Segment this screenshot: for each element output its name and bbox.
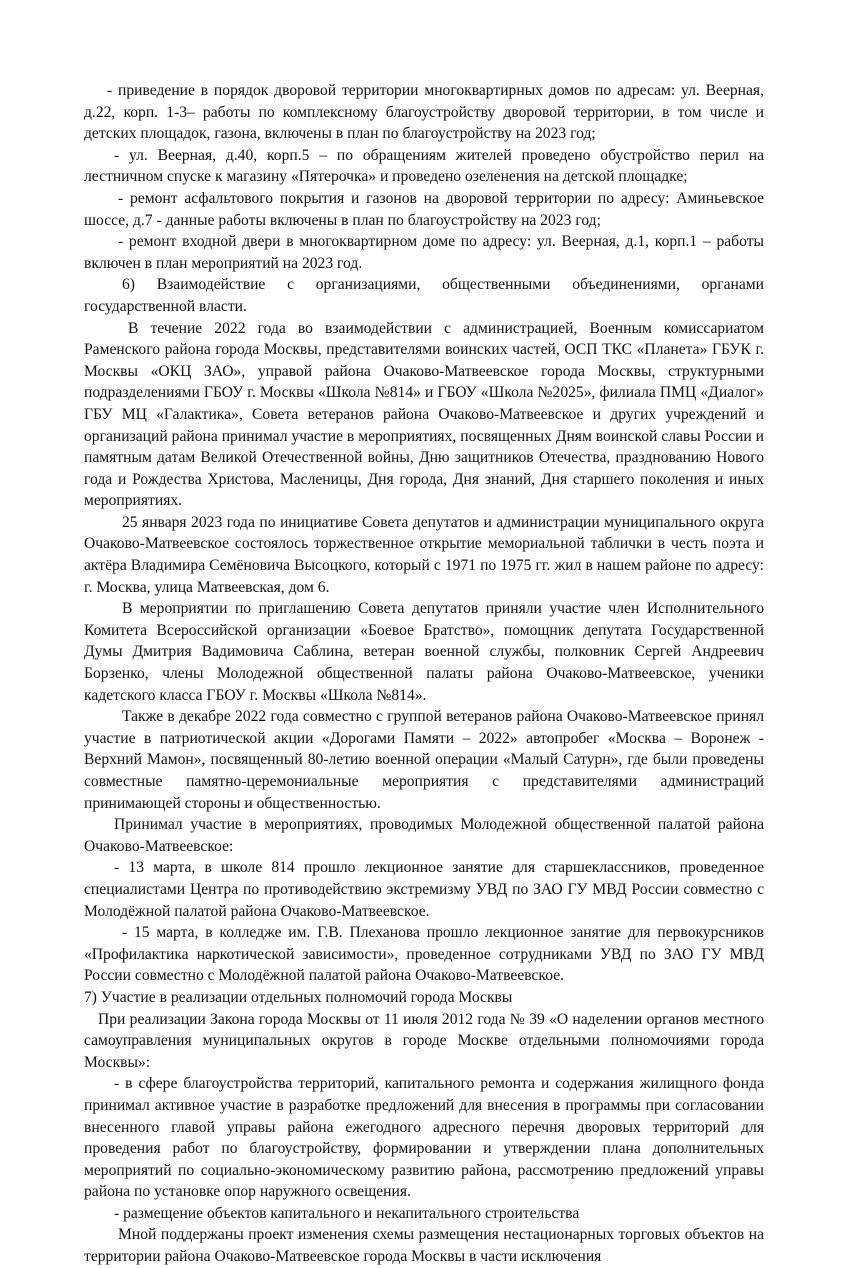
- document-body: [84, 80, 764, 1268]
- paragraph-landscaping-housing: - в сфере благоустройства территорий, капитального ремонта и содержания жилищного фонда принимал активное участие в разработке предложений для внесения в программы при согласовании внесенного главой управы района ежегодного адресного перечня дворовых территорий для проведения работ по благоустройству, формировании и утверждении плана дополнительных мероприятий по социально-экономическому развитию района, рассмотрению предложений управы района по установке опор наружного освещения.: [84, 1075, 764, 1201]
- paragraph-entrance-door-repair: - ремонт входной двери в многоквартирном доме по адресу: ул. Веерная, д.1, корп.1 – работы включен в план мероприятий на 2023 год.: [84, 233, 764, 272]
- paragraph-youth-chamber-events: Принимал участие в мероприятиях, проводимых Молодежной общественной палатой района Очаково-Матвеевское:: [84, 816, 764, 855]
- paragraph-yard-improvement-veernaya-22: - приведение в порядок дворовой территории многоквартирных домов по адресам: ул. Веерная, д.22, корп. 1-3– работы по комплексному благоустройству дворовой территории, в том числе и детских площадок, газона, включены в план по благоустройству на 2023 год;: [84, 82, 764, 143]
- paragraph-march-13-lecture: - 13 марта, в школе 814 прошло лекционное занятие для старшеклассников, проведенное специалистами Центра по противодействию экстремизму УВД по ЗАО ГУ МВД России совместно с Молодёжной палатой района Очаково-Матвеевское.: [84, 859, 764, 920]
- paragraph-vysotsky-plaque: 25 января 2023 года по инициативе Совета депутатов и администрации муниципального округа Очаково-Матвеевское состоялось торжественное открытие мемориальной таблички в честь поэта и актёра Владимира Семёновича Высоцкого, который с 1971 по 1975 гг. жил в нашем районе по адресу: г. Москва, улица Матвеевская, дом 6.: [84, 513, 764, 596]
- paragraph-moscow-law-39: При реализации Закона города Москвы от 11 июля 2012 года № 39 «О наделении органов местного самоуправления муниципальных округов в городе Москве отдельными полномочиями города Москвы»:: [84, 1010, 764, 1071]
- paragraph-veernaya-40-railings: - ул. Веерная, д.40, корп.5 – по обращениям жителей проведено обустройство перил на лестничном спуске к магазину «Пятерочка» и проведено озеленения на детской площадке;: [84, 146, 764, 186]
- section-heading-7-powers: 7) Участие в реализации отдельных полномочий города Москвы: [84, 988, 513, 1006]
- section-heading-6-interaction: 6) Взаимодействие с организациями, общественными объединениями, органами государственной власти.: [84, 276, 764, 315]
- paragraph-event-participants: В мероприятии по приглашению Совета депутатов приняли участие член Исполнительного Комитета Всероссийской организации «Боевое Братство», помощник депутата Государственной Думы Дмитрия Вадимовича Саблина, ветеран военной службы, полковник Сергей Андреевич Борзенко, члены Молодежной общественной палаты района Очаково-Матвеевское, ученики кадетского класса ГБОУ г. Москвы «Школа №814».: [84, 600, 764, 704]
- paragraph-march-15-lecture: - 15 марта, в колледже им. Г.В. Плеханова прошло лекционное занятие для первокурсников «Профилактика наркотической зависимости», проведенное сотрудниками УВД по ЗАО ГУ МВД России совместно с Молодёжной палатой района Очаково-Матвеевское.: [84, 924, 764, 985]
- paragraph-asphalt-repair-aminyevskoe: - ремонт асфальтового покрытия и газонов на дворовой территории по адресу: Аминьевское шоссе, д.7 - данные работы включены в план по благоустройству на 2023 год;: [84, 189, 764, 229]
- paragraph-road-of-memory-2022: Также в декабре 2022 года совместно с группой ветеранов района Очаково-Матвеевское принял участие в патриотической акции «Дорогами Памяти – 2022» автопробег «Москва – Воронеж - Верхний Мамон», посвященный 80-летию военной операции «Малый Сатурн», где были проведены совместные памятно-церемониальные мероприятия с представителями администраций принимающей стороны и общественностью.: [84, 708, 764, 812]
- paragraph-construction-placement: - размещение объектов капитального и некапитального строительства: [114, 1204, 580, 1222]
- paragraph-trade-objects-scheme: Мной поддержаны проект изменения схемы размещения нестационарных торговых объектов на территории района Очаково-Матвеевское города Москвы в части исключения: [84, 1226, 764, 1266]
- paragraph-interaction-2022: В течение 2022 года во взаимодействии с администрацией, Военным комиссариатом Раменского района города Москвы, представителями воинских частей, ОСП ТКС «Планета» ГБУК г. Москвы «ОКЦ ЗАО», управой района Очаково-Матвеевское города Москвы, структурными подразделениями ГБОУ г. Москвы «Школа №814» и ГБОУ «Школа №2025», филиала ПМЦ «Диалог» ГБУ МЦ «Галактика», Совета ветеранов района Очаково-Матвеевское и других учреждений и организаций района принимал участие в мероприятиях, посвященных Дням воинской славы России и памятным датам Великой Отечественной войны, Дню защитников Отечества, празднованию Нового года и Рождества Христова, Масленицы, Дня города, Дня знаний, Дня старшего поколения и иных мероприятиях.: [84, 319, 764, 510]
